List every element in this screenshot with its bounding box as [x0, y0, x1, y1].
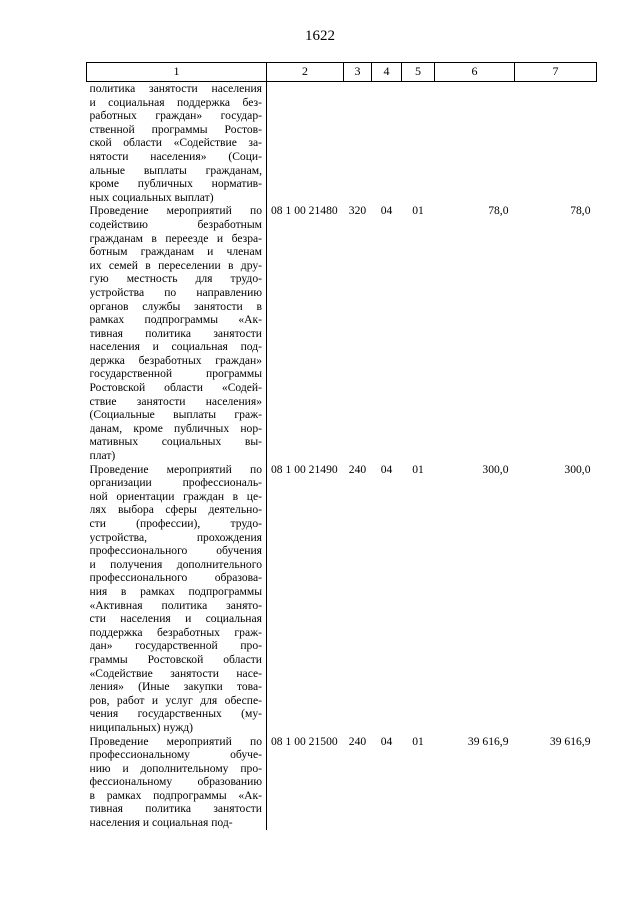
- row-description: [87, 204, 267, 462]
- description-line: «Активная политика занято-: [89, 598, 262, 612]
- table-row: [87, 204, 597, 462]
- description-line: государственной программы: [89, 367, 262, 381]
- description-line: гражданам в переезде и безра-: [89, 231, 262, 245]
- row-subsection: 01: [412, 734, 424, 748]
- description-line: ния в рамках подпрограммы: [89, 584, 262, 598]
- description-line: чения государственных (му-: [89, 707, 262, 721]
- description-line: в рамках подпрограммы «Ак-: [89, 788, 262, 802]
- description-line: и получения дополнительного: [89, 557, 262, 571]
- row-code: [267, 82, 344, 205]
- row-amount-2: 300,0: [564, 462, 591, 476]
- description-line: устройства по направлению: [89, 285, 262, 299]
- description-line: ской области «Содействие за-: [89, 136, 262, 150]
- row-expense-type: [344, 82, 372, 205]
- row-expense-type: 240: [348, 734, 367, 748]
- row-description: [87, 735, 267, 830]
- row-code: 08 1 00 21490: [271, 462, 338, 476]
- description-line: альные выплаты гражданам,: [89, 163, 262, 177]
- header-col-5: 5: [402, 63, 435, 82]
- description-line: устройства, прохождения: [89, 530, 262, 544]
- row-section: 04: [380, 204, 393, 218]
- description-line: «Содействие занятости насе-: [89, 666, 262, 680]
- description-line: лях выбора сферы деятельно-: [89, 503, 262, 517]
- row-amount-2: 39 616,9: [549, 734, 591, 748]
- row-amount-2: 78,0: [570, 204, 591, 218]
- description-line: ственной программы Ростов-: [89, 122, 262, 136]
- header-col-7: 7: [515, 63, 597, 82]
- description-line: ниципальных) нужд): [89, 720, 194, 734]
- description-line: ров, работ и услуг для обеспе-: [89, 693, 262, 707]
- description-line: их семей в переселении в дру-: [89, 258, 262, 272]
- row-expense-type: 240: [348, 462, 367, 476]
- description-line: профессионального обучения: [89, 544, 262, 558]
- description-line: ботным гражданам и членам: [89, 245, 262, 259]
- description-line: содействию безработным: [89, 217, 262, 231]
- description-line: рамках подпрограммы «Ак-: [89, 313, 262, 327]
- description-line: Проведение мероприятий по: [89, 204, 262, 218]
- description-line: ствие занятости населения»: [89, 394, 262, 408]
- row-code: 08 1 00 21480: [271, 204, 338, 218]
- description-line: организации профессиональ-: [89, 476, 262, 490]
- description-line: ления» (Иные закупки това-: [89, 680, 262, 694]
- header-row: [87, 63, 597, 82]
- page-number: 1622: [305, 28, 335, 44]
- description-line: Ростовской области «Содей-: [89, 381, 262, 395]
- table-row: [87, 735, 597, 830]
- description-line: граммы Ростовской области: [89, 652, 262, 666]
- description-line: данам, кроме публичных нор-: [89, 421, 262, 435]
- description-line: профессиональному обуче-: [89, 748, 262, 762]
- description-line: тивная политика занятости: [89, 802, 262, 816]
- header-col-4: 4: [372, 63, 402, 82]
- description-line: ных социальных выплат): [89, 190, 214, 204]
- row-subsection: 01: [412, 462, 424, 476]
- row-subsection: 01: [412, 204, 424, 218]
- row-amount-1: 78,0: [488, 204, 509, 218]
- description-line: (Социальные выплаты граж-: [89, 408, 262, 422]
- row-section: [372, 82, 402, 205]
- description-line: Проведение мероприятий по: [89, 734, 262, 748]
- description-line: тивная политика занятости: [89, 326, 262, 340]
- header-col-3: 3: [344, 63, 372, 82]
- row-amount-1: [435, 82, 515, 205]
- description-line: нию и дополнительному про-: [89, 761, 262, 775]
- description-line: населения и социальная под-: [89, 340, 262, 354]
- table-body: [87, 82, 597, 830]
- description-line: ной ориентации граждан в це-: [89, 489, 262, 503]
- description-line: политика занятости населения: [89, 82, 262, 95]
- description-line: мативных социальных вы-: [89, 435, 262, 449]
- description-line: нятости населения» (Соци-: [89, 149, 262, 163]
- description-line: профессионального образова-: [89, 571, 262, 585]
- description-line: населения и социальная под-: [89, 816, 233, 830]
- header-col-6: 6: [435, 63, 515, 82]
- description-line: фессиональному образованию: [89, 775, 262, 789]
- header-col-1: 1: [87, 63, 267, 82]
- row-description: [87, 463, 267, 735]
- row-section: 04: [380, 734, 393, 748]
- table-row: [87, 463, 597, 735]
- description-line: поддержка безработных граж-: [89, 625, 262, 639]
- description-line: органов службы занятости в: [89, 299, 262, 313]
- description-line: сти населения и социальная: [89, 612, 262, 626]
- description-line: сти (профессии), трудо-: [89, 517, 262, 530]
- row-description: [87, 82, 267, 205]
- description-line: Проведение мероприятий по: [89, 462, 262, 476]
- description-line: кроме публичных норматив-: [89, 177, 262, 191]
- description-line: работных граждан» государ-: [89, 109, 262, 123]
- row-section: 04: [380, 462, 393, 476]
- header-col-2: 2: [267, 63, 344, 82]
- row-amount-2: [515, 82, 597, 205]
- budget-table: [86, 62, 597, 830]
- description-line: гую местность для трудо-: [89, 272, 262, 286]
- row-code: 08 1 00 21500: [271, 734, 338, 748]
- description-line: и социальная поддержка без-: [89, 95, 262, 109]
- row-amount-1: 39 616,9: [467, 734, 509, 748]
- table-header: [87, 63, 597, 82]
- row-expense-type: 320: [348, 204, 367, 218]
- description-line: держка безработных граждан»: [89, 353, 262, 367]
- row-subsection: [402, 82, 435, 205]
- description-line: плат): [89, 449, 116, 463]
- table-row: [87, 82, 597, 205]
- description-line: дан» государственной про-: [89, 639, 262, 653]
- row-amount-1: 300,0: [482, 462, 509, 476]
